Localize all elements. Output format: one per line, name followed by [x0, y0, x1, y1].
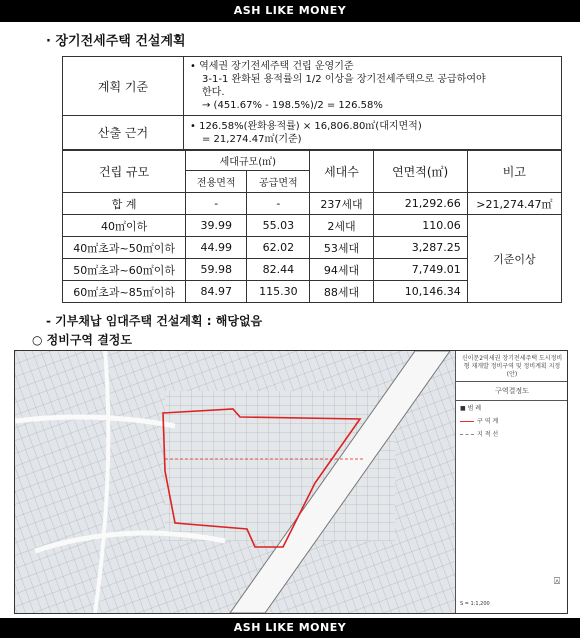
top-banner: ASH LIKE MONEY [0, 0, 580, 22]
district-map-heading: ○ 정비구역 결정도 [32, 333, 132, 347]
header-supply-area: 공급면적 [247, 171, 310, 193]
plan-line-1: • 역세권 장기전세주택 건립 운영기준 [190, 61, 354, 72]
exclusive-area: - [186, 193, 247, 215]
supply-area: 115.30 [247, 281, 310, 303]
section-title: · 장기전세주택 건설계획 [46, 34, 186, 49]
map-scale: S = 1:1,200 [460, 601, 490, 607]
row-label: 50㎡초과~60㎡이하 [63, 259, 186, 281]
table-row-total [63, 193, 562, 215]
exclusive-area: 39.99 [186, 215, 247, 237]
remark-group: 기준이상 [467, 215, 561, 303]
unit-count: 94세대 [310, 259, 373, 281]
legend-header: ■ 범 례 [460, 405, 482, 412]
header-floor-area: 연면적(㎡) [373, 151, 467, 193]
legend-title: 신이문2역세권 장기전세주택 도시정비형 재개발 정비구역 및 정비계획 지정(안) [456, 351, 568, 382]
row-label: 40㎡이하 [63, 215, 186, 237]
map-legend [455, 351, 568, 613]
cadastral-map-graphic [15, 351, 455, 613]
rental-housing-note: - 기부채납 임대주택 건설계획 : 해당없음 [46, 314, 263, 328]
plan-line-4: → (451.67% - 198.5%)/2 = 126.58% [202, 100, 383, 111]
exclusive-area: 44.99 [186, 237, 247, 259]
legend-boundary-label: 구 역 계 [477, 418, 499, 425]
exclusive-area: 84.97 [186, 281, 247, 303]
unit-count: 2세대 [310, 215, 373, 237]
legend-section: 구역결정도 [456, 382, 568, 401]
row-label: 60㎡초과~85㎡이하 [63, 281, 186, 303]
floor-area: 7,749.01 [373, 259, 467, 281]
table-row [63, 215, 562, 237]
supply-area: - [247, 193, 310, 215]
boundary-swatch [460, 421, 474, 422]
legend-boundary [456, 414, 568, 427]
unit-count: 88세대 [310, 281, 373, 303]
cadastral-swatch [460, 434, 474, 435]
plan-basis-label: 계획 기준 [63, 57, 184, 116]
remark: >21,274.47㎡ [467, 193, 561, 215]
unit-count: 53세대 [310, 237, 373, 259]
floor-area: 10,146.34 [373, 281, 467, 303]
floor-area: 110.06 [373, 215, 467, 237]
legend-cadastral-label: 지 적 선 [477, 431, 499, 438]
row-label: 40㎡초과~50㎡이하 [63, 237, 186, 259]
row-label: 합 계 [63, 193, 186, 215]
district-map [14, 350, 568, 614]
supply-area: 62.02 [247, 237, 310, 259]
north-arrow-icon: ⍓ [554, 576, 560, 587]
supply-area: 55.03 [247, 215, 310, 237]
plan-line-3: 한다. [202, 87, 225, 98]
calc-basis-label: 산출 근거 [63, 116, 184, 150]
calc-line-1: • 126.58%(완화용적률) × 16,806.80㎡(대지면적) [190, 120, 422, 132]
floor-area: 21,292.66 [373, 193, 467, 215]
header-remark: 비고 [467, 151, 561, 193]
header-scale: 건립 규모 [63, 151, 186, 193]
scale-table [62, 150, 562, 303]
supply-area: 82.44 [247, 259, 310, 281]
plan-basis-text [184, 57, 562, 116]
calc-basis-text [184, 116, 562, 150]
plan-line-2: 3-1-1 완화된 용적률의 1/2 이상을 장기전세주택으로 공급하여야 [202, 74, 486, 85]
exclusive-area: 59.98 [186, 259, 247, 281]
header-exclusive-area: 전용면적 [186, 171, 247, 193]
legend-cadastral [456, 427, 568, 440]
header-unit-size: 세대규모(㎡) [186, 151, 310, 171]
calc-line-2: = 21,274.47㎡(기준) [202, 133, 302, 145]
floor-area: 3,287.25 [373, 237, 467, 259]
header-units: 세대수 [310, 151, 373, 193]
unit-count: 237세대 [310, 193, 373, 215]
bottom-banner: ASH LIKE MONEY [0, 618, 580, 638]
basis-table [62, 56, 562, 150]
